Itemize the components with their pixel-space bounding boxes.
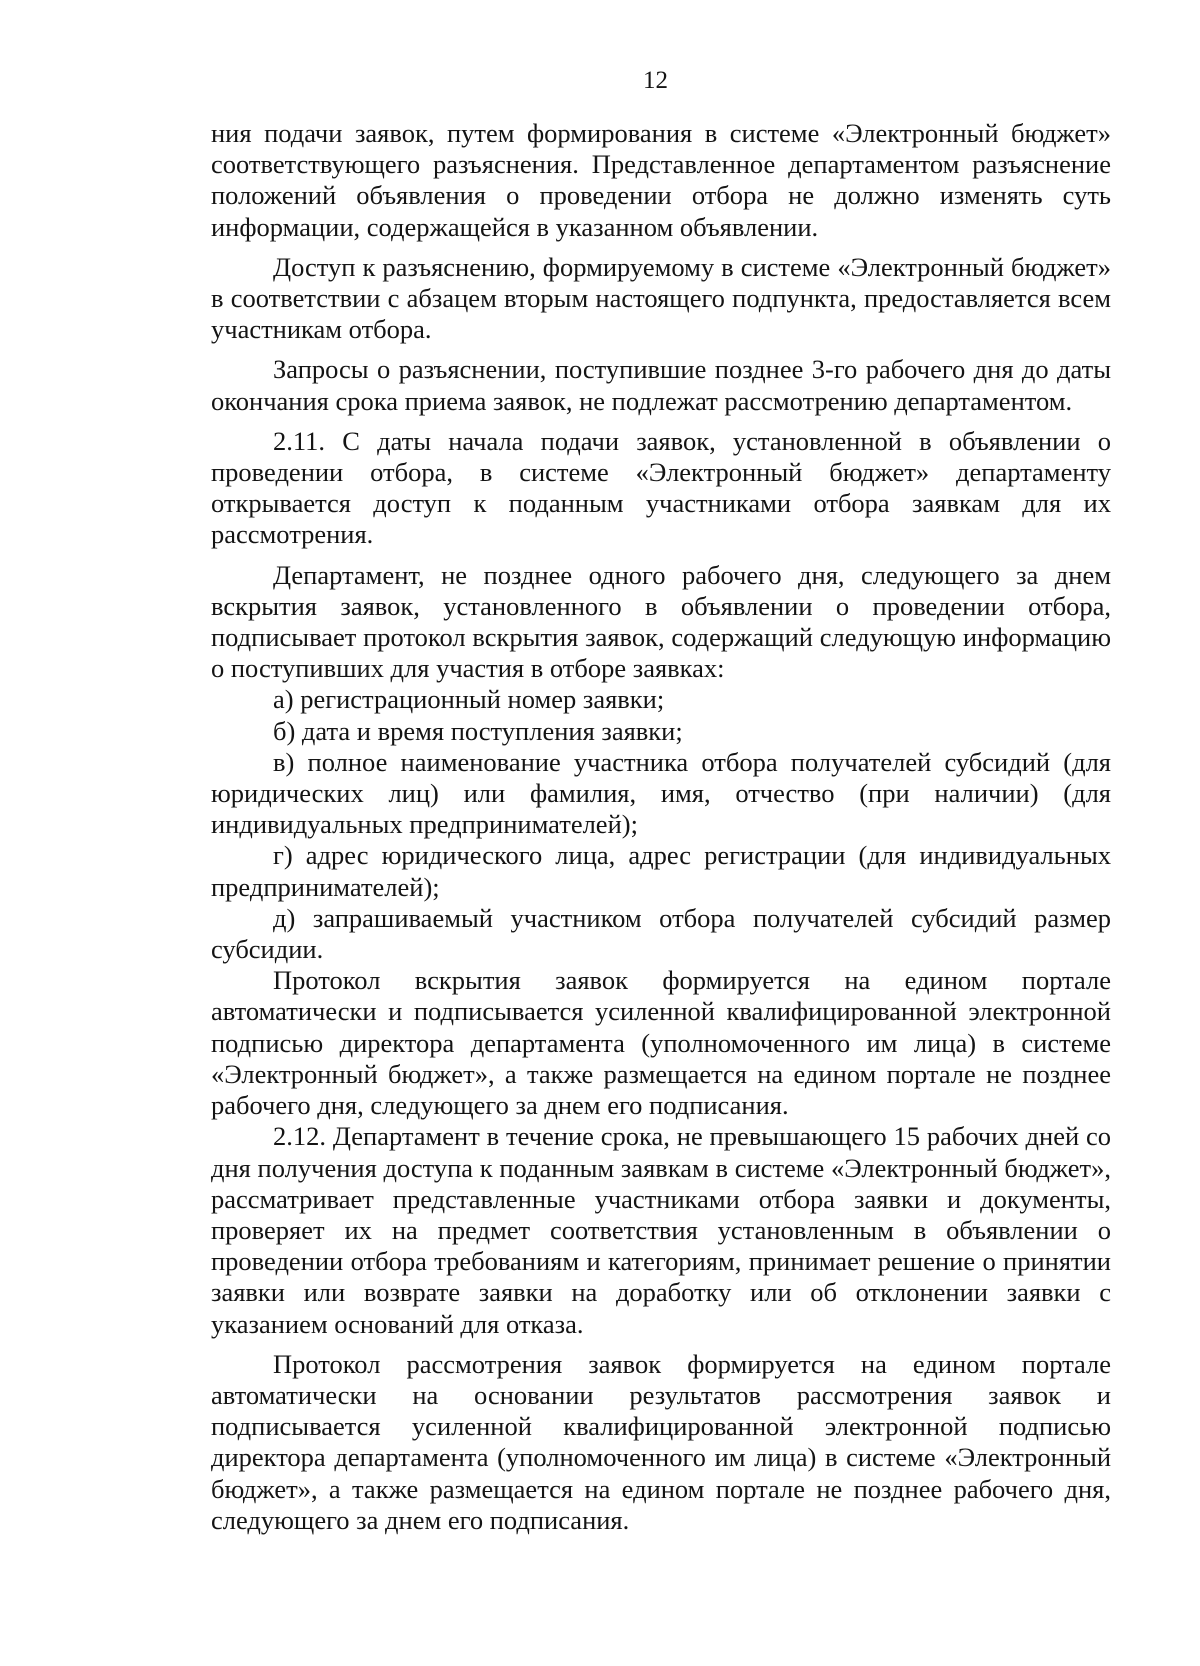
page-number: 12 bbox=[643, 67, 668, 94]
paragraph-clarification-access: Доступ к разъяснению, формируемому в системе «Электронный бюджет» в соответствии с абзацем вторым настоящего подпункта, предоставляется всем участникам отбора. bbox=[211, 251, 1111, 345]
paragraph-continuation: ния подачи заявок, путем формирования в системе «Электронный бюджет» соответствующего разъяснения. Представленное департаментом разъяснение положений объявления о проведении отбора не должно изменять суть информации, содержащейся в указанном объявлении. bbox=[211, 118, 1111, 242]
paragraph-late-requests: Запросы о разъяснении, поступившие позднее 3-го рабочего дня до даты окончания срока приема заявок, не подлежат рассмотрению департаментом. bbox=[211, 354, 1111, 416]
paragraph-section-2-11: 2.11. С даты начала подачи заявок, установленной в объявлении о проведении отбора, в системе «Электронный бюджет» департаменту открывается доступ к поданным участниками отбора заявкам для их рассмотрения. bbox=[211, 425, 1111, 550]
list-item-d: д) запрашиваемый участником отбора получателей субсидий размер субсидии. bbox=[211, 902, 1111, 965]
list-item-b: б) дата и время поступления заявки; bbox=[273, 715, 683, 746]
paragraph-opening-protocol: Департамент, не позднее одного рабочего дня, следующего за днем вскрытия заявок, установленного в объявлении о проведении отбора, подписывает протокол вскрытия заявок, содержащий следующую информацию о поступивших для участия в отборе заявках: bbox=[211, 559, 1111, 684]
list-item-a: а) регистрационный номер заявки; bbox=[273, 684, 665, 715]
document-body bbox=[211, 118, 1111, 1536]
list-item-v: в) полное наименование участника отбора получателей субсидий (для юридических лиц) или фамилия, имя, отчество (при наличии) (для индивидуальных предпринимателей); bbox=[211, 746, 1111, 840]
paragraph-section-2-12: 2.12. Департамент в течение срока, не превышающего 15 рабочих дней со дня получения доступа к поданным заявкам в системе «Электронный бюджет», рассматривает представленные участниками отбора заявки и документы, проверяет их на предмет соответствия установленным в объявлении о проведении отбора требованиям и категориям, принимает решение о принятии заявки или возврате заявки на доработку или об отклонении заявки с указанием оснований для отказа. bbox=[211, 1121, 1111, 1339]
paragraph-review-protocol: Протокол рассмотрения заявок формируется на едином портале автоматически на основании результатов рассмотрения заявок и подписывается усиленной квалифицированной электронной подписью директора департамента (уполномоченного им лица) в системе «Электронный бюджет», а также размещается на едином портале не позднее рабочего дня, следующего за днем его подписания. bbox=[211, 1348, 1111, 1535]
paragraph-opening-protocol-signing: Протокол вскрытия заявок формируется на едином портале автоматически и подписывается усиленной квалифицированной электронной подписью директора департамента (уполномоченного им лица) в системе «Электронный бюджет», а также размещается на едином портале не позднее рабочего дня, следующего за днем его подписания. bbox=[211, 965, 1111, 1121]
list-item-g: г) адрес юридического лица, адрес регистрации (для индивидуальных предпринимателей); bbox=[211, 840, 1111, 902]
